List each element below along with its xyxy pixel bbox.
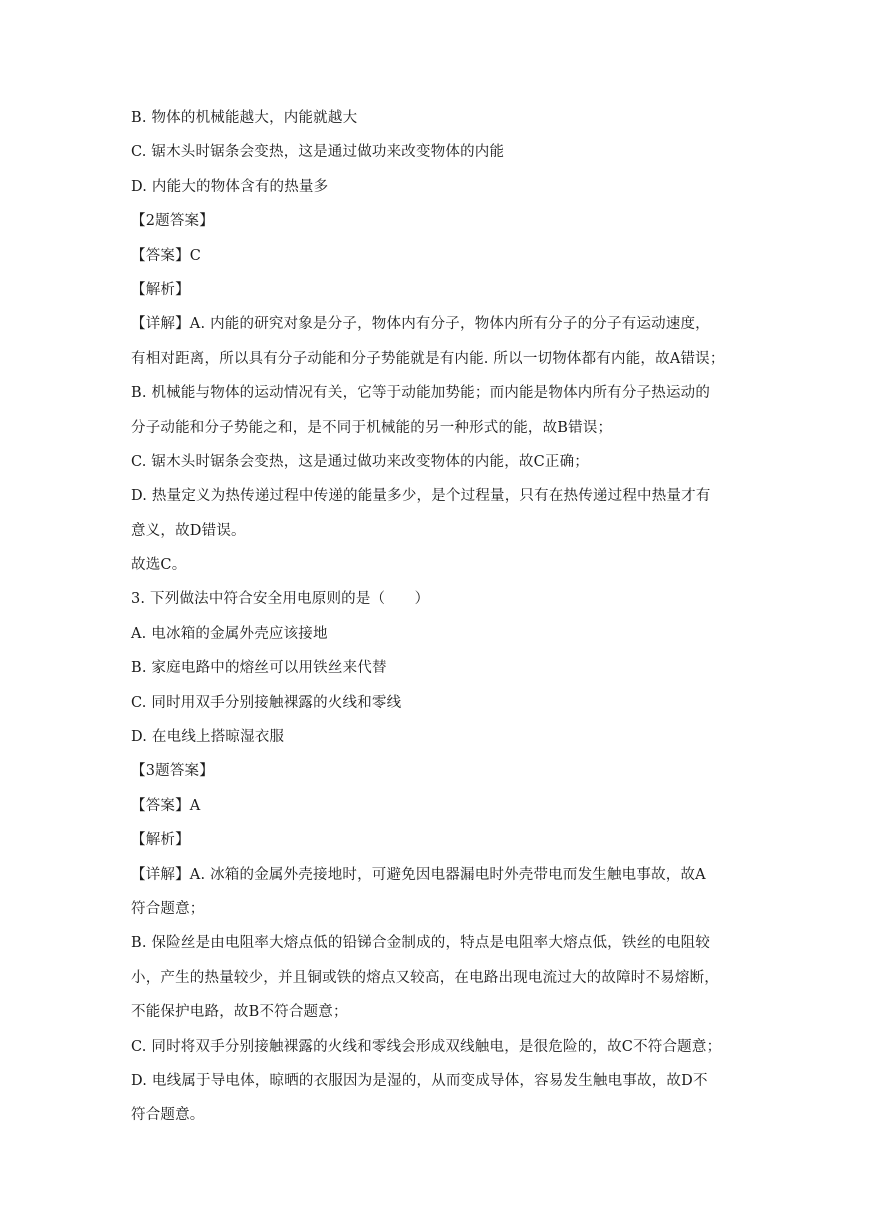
explanation-q3-line-8: 符合题意。 [131, 1107, 205, 1124]
analysis-heading-q3: 【解析】 [131, 832, 190, 849]
explanation-q3-line-7: D. 电线属于导电体，晾晒的衣服因为是湿的，从而变成导体，容易发生触电事故，故D不 [131, 1072, 708, 1089]
explanation-q2-line-6: D. 热量定义为热传递过程中传递的能量多少，是个过程量，只有在热传递过程中热量才有 [131, 488, 711, 505]
page-content [131, 108, 743, 1125]
explanation-q2-line-3: B. 机械能与物体的运动情况有关，它等于动能加势能；而内能是物体内所有分子热运动的 [131, 385, 711, 402]
explanation-q3-line-4: 小，产生的热量较少，并且铜或铁的熔点又较高，在电路出现电流过大的故障时不易熔断， [131, 969, 719, 986]
answer-heading-q3: 【3题答案】 [131, 763, 214, 780]
explanation-q3-line-6: C. 同时将双手分别接触裸露的火线和零线会形成双线触电，是很危险的，故C不符合题意； [131, 1038, 722, 1055]
question-3-stem: 3. 下列做法中符合安全用电原则的是（ ） [131, 591, 430, 608]
explanation-q3-line-1: 【详解】A. 冰箱的金属外壳接地时，可避免因电器漏电时外壳带电而发生触电事故，故A [131, 866, 706, 883]
analysis-heading-q2: 【解析】 [131, 281, 190, 298]
explanation-q3-line-2: 符合题意； [131, 900, 205, 917]
answer-q2: 【答案】C [131, 247, 202, 264]
answer-heading-q2: 【2题答案】 [131, 213, 214, 230]
option-c-q3: C. 同时用双手分别接触裸露的火线和零线 [131, 694, 402, 711]
option-b-q3: B. 家庭电路中的熔丝可以用铁丝来代替 [131, 660, 387, 677]
explanation-q2-line-1: 【详解】A. 内能的研究对象是分子，物体内有分子，物体内所有分子的分子有运动速度， [131, 316, 710, 333]
option-d-q3: D. 在电线上搭晾湿衣服 [131, 729, 285, 746]
explanation-q2-line-7: 意义，故D错误。 [131, 522, 246, 539]
explanation-q3-line-3: B. 保险丝是由电阻率大熔点低的铅锑合金制成的，特点是电阻率大熔点低，铁丝的电阻较 [131, 935, 711, 952]
explanation-q2-line-4: 分子动能和分子势能之和，是不同于机械能的另一种形式的能，故B错误； [131, 419, 613, 436]
option-d-q2: D. 内能大的物体含有的热量多 [131, 178, 329, 195]
option-a-q3: A. 电冰箱的金属外壳应该接地 [131, 625, 328, 642]
explanation-q3-line-5: 不能保护电路，故B不符合题意； [131, 1004, 348, 1021]
option-b-q2: B. 物体的机械能越大，内能就越大 [131, 110, 358, 126]
answer-q3: 【答案】A [131, 797, 201, 814]
explanation-q2-line-5: C. 锯木头时锯条会变热，这是通过做功来改变物体的内能，故C正确； [131, 453, 589, 470]
conclusion-q2: 故选C。 [131, 557, 187, 574]
explanation-q2-line-2: 有相对距离，所以具有分子动能和分子势能就是有内能. 所以一切物体都有内能，故A错误； [131, 350, 725, 367]
option-c-q2: C. 锯木头时锯条会变热，这是通过做功来改变物体的内能 [131, 144, 505, 161]
